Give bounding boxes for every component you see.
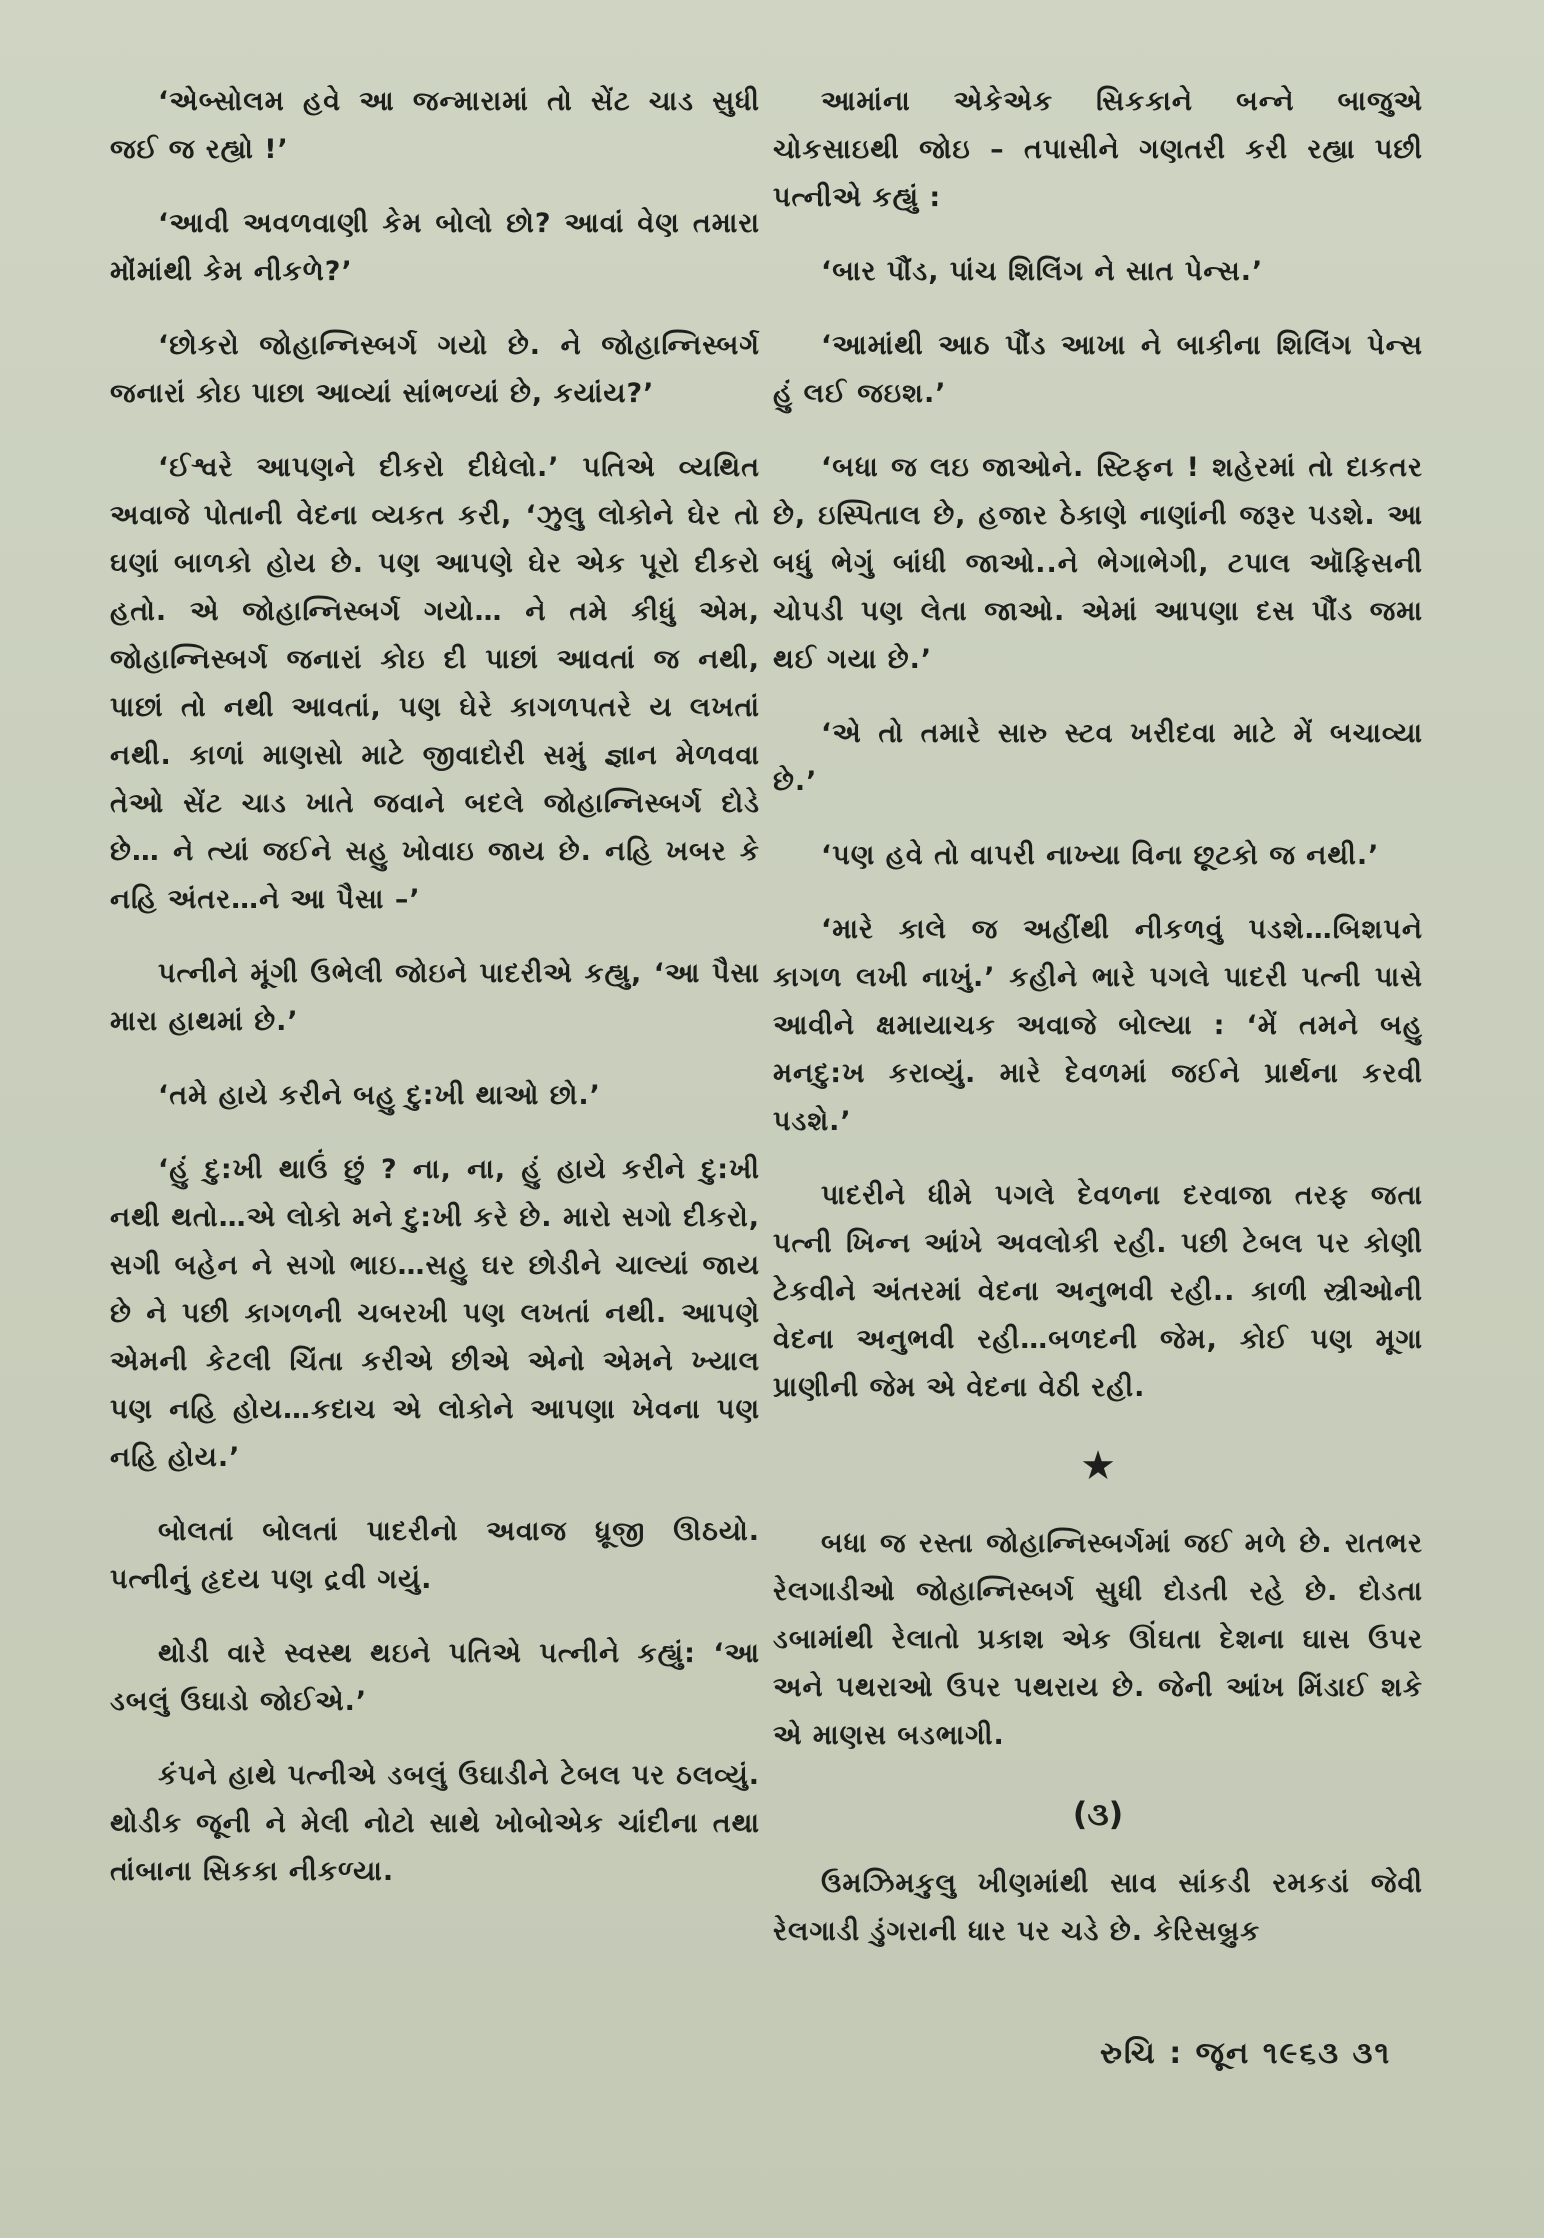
paragraph: ‘આવી અવળવાણી કેમ બોલો છો? આવાં વેણ તમારા મોંમાંથી કેમ નીકળે?’ — [110, 208, 760, 287]
paragraph: પાદરીને ધીમે પગલે દેવળના દરવાજા તરફ જતા પત્ની ખિન્ન આંખે અવલોકી રહી. પછી ટેબલ પર કોણી ટેકવીને અંતરમાં વેદના અનુભવી રહી.. કાળી સ્ત્રીઓની વેદના અનુભવી રહી…બળદની જેમ, કોઈ પણ મૂગા પ્રાણીની જેમ એ વેદના વેઠી રહી. — [773, 1180, 1423, 1403]
paragraph: ઉમઝિમકુલુ ખીણમાંથી સાવ સાંકડી રમકડાં જેવી રેલગાડી ડુંગરાની ધાર પર ચડે છે. કેરિસબ્રુક — [773, 1868, 1423, 1947]
paragraph: કંપને હાથે પત્નીએ ડબલું ઉઘાડીને ટેબલ પર ઠલવ્યું. થોડીક જૂની ને મેલી નોટો સાથે ખોબોએક ચાંદીના તથા તાંબાના સિકકા નીકળ્યા. — [110, 1760, 760, 1887]
paragraph: ‘આમાંથી આઠ પૌંડ આખા ને બાકીના શિલિંગ પેન્સ હું લઈ જઇશ.’ — [773, 330, 1423, 409]
paragraph: ‘એબ્સોલમ હવે આ જન્મારામાં તો સેંટ ચાડ સુધી જઈ જ રહ્યો !’ — [110, 86, 760, 165]
right-column — [773, 78, 1423, 1982]
paragraph: થોડી વારે સ્વસ્થ થઇને પતિએ પત્નીને કહ્યું: ‘આ ડબલું ઉઘાડો જોઈએ.’ — [110, 1638, 760, 1717]
page-footer: રુચિ : જૂન ૧૯૬૩ ૩૧ — [1100, 2036, 1392, 2071]
paragraph: ‘બાર પૌંડ, પાંચ શિલિંગ ને સાત પેન્સ.’ — [821, 256, 1264, 287]
paragraph: પત્નીને મૂંગી ઉભેલી જોઇને પાદરીએ કહ્યુ, ‘આ પૈસા મારા હાથમાં છે.’ — [110, 958, 760, 1037]
paragraph: ‘એ તો તમારે સારુ સ્ટવ ખરીદવા માટે મેં બચાવ્યા છે.’ — [773, 718, 1423, 797]
paragraph: ‘બધા જ લઇ જાઓને. સ્ટિફન ! શહેરમાં તો દાકતર છે, ઇસ્પિતાલ છે, હજાર ઠેકાણે નાણાંની જરૂર પડશે. આ બધું ભેગું બાંધી જાઓ..ને ભેગાભેગી, ટપાલ ઑફિસની ચોપડી પણ લેતા જાઓ. એમાં આપણા દસ પૌંડ જમા થઈ ગયા છે.’ — [773, 452, 1423, 675]
paragraph: બધા જ રસ્તા જોહાન્નિસ્બર્ગમાં જઈ મળે છે. રાતભર રેલગાડીઓ જોહાન્નિસ્બર્ગ સુધી દોડતી રહે છે. દોડતા ડબામાંથી રેલાતો પ્રકાશ એક ઊંઘતા દેશના ઘાસ ઉપર અને પથરાઓ ઉપર પથરાય છે. જેની આંખ મિંડાઈ શકે એ માણસ બડભાગી. — [773, 1528, 1423, 1751]
paragraph: આમાંના એકેએક સિકકાને બન્ને બાજુએ ચોકસાઇથી જોઇ – તપાસીને ગણતરી કરી રહ્યા પછી પત્નીએ કહ્યું : — [773, 86, 1423, 213]
section-number: (૩) — [1072, 1795, 1124, 1833]
paragraph: ‘છોકરો જોહાન્નિસ્બર્ગ ગયો છે. ને જોહાન્નિસ્બર્ગ જનારાં કોઇ પાછા આવ્યાં સાંભળ્યાં છે, કયાંય?’ — [110, 330, 760, 409]
paragraph: ‘મારે કાલે જ અહીંથી નીકળવું પડશે…બિશપને કાગળ લખી નાખું.’ કહીને ભારે પગલે પાદરી પત્ની પાસે આવીને ક્ષમાયાચક અવાજે બોલ્યા : ‘મેં તમને બહુ મનદુ:ખ કરાવ્યું. મારે દેવળમાં જઈને પ્રાર્થના કરવી પડશે.’ — [773, 914, 1423, 1137]
star-icon: ★ — [1080, 1443, 1116, 1489]
paragraph: ‘ઈશ્વરે આપણને દીકરો દીધેલો.’ પતિએ વ્યથિત અવાજે પોતાની વેદના વ્યકત કરી, ‘ઝુલુ લોકોને ઘેર તો ઘણાં બાળકો હોય છે. પણ આપણે ઘેર એક પૂરો દીકરો હતો. એ જોહાન્નિસ્બર્ગ ગયો… ને તમે કીધું એમ, જોહાન્નિસ્બર્ગ જનારાં કોઇ દી પાછાં આવતાં જ નથી, પાછાં તો નથી આવતાં, પણ ઘેરે કાગળપતરે ય લખતાં નથી. કાળાં માણસો માટે જીવાદોરી સમું જ્ઞાન મેળવવા તેઓ સેંટ ચાડ ખાતે જવાને બદલે જોહાન્નિસ્બર્ગ દોડે છે… ને ત્યાં જઈને સહુ ખોવાઇ જાય છે. નહિ ખબર કે નહિ અંતર…ને આ પૈસા –’ — [110, 452, 760, 915]
paragraph: ‘હું દુ:ખી થાઉં છું ? ના, ના, હું હાયે કરીને દુ:ખી નથી થતો…એ લોકો મને દુ:ખી કરે છે. મારો સગો દીકરો, સગી બહેન ને સગો ભાઇ…સહુ ઘર છોડીને ચાલ્યાં જાય છે ને પછી કાગળની ચબરખી પણ લખતાં નથી. આપણે એમની કેટલી ચિંતા કરીએ છીએ એનો એમને ખ્યાલ પણ નહિ હોય…કદાચ એ લોકોને આપણા ખેવના પણ નહિ હોય.’ — [110, 1154, 760, 1473]
paragraph: ‘પણ હવે તો વાપરી નાખ્યા વિના છૂટકો જ નથી.’ — [821, 840, 1380, 871]
left-column — [110, 78, 760, 1922]
paragraph: ‘તમે હાયે કરીને બહુ દુ:ખી થાઓ છો.’ — [158, 1080, 601, 1111]
paragraph: બોલતાં બોલતાં પાદરીનો અવાજ ધ્રૂજી ઊઠયો. પત્નીનું હૃદય પણ દ્રવી ગયું. — [110, 1516, 760, 1595]
